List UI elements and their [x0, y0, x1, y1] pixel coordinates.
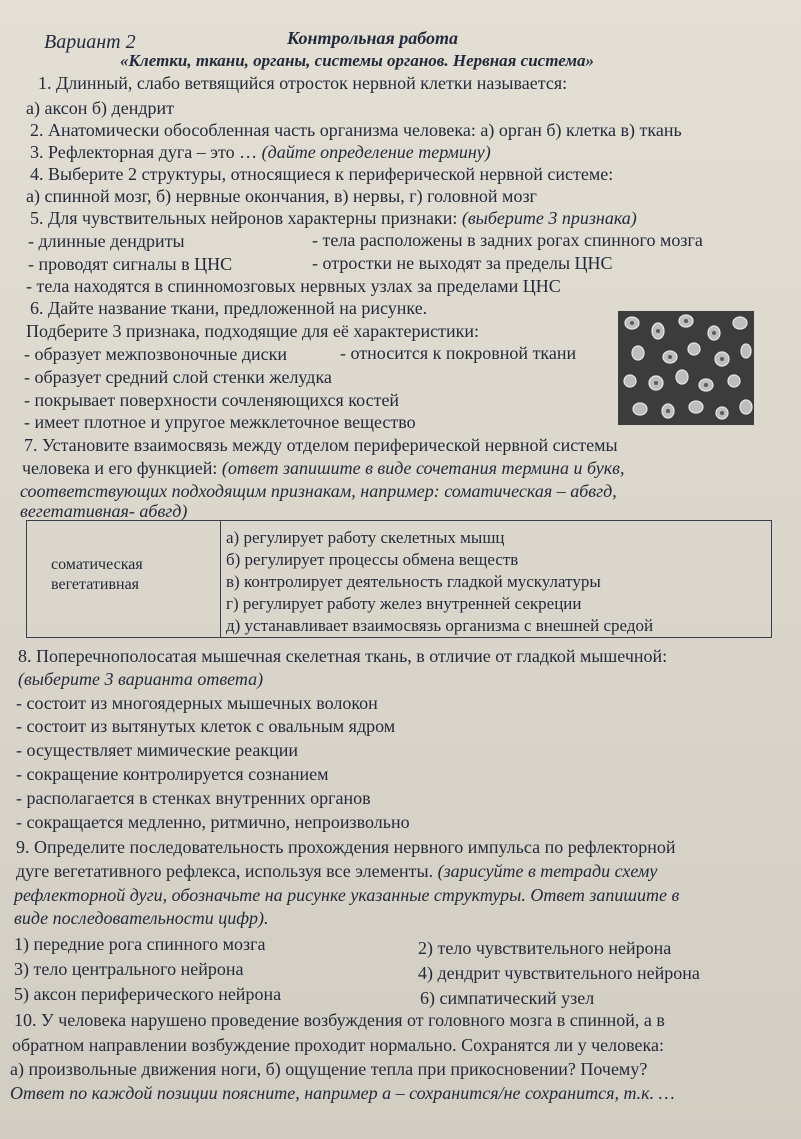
- q10-line-1: 10. У человека нарушено проведение возбуждения от головного мозга в спинной, а в: [14, 1010, 665, 1030]
- q8-option-3: - осуществляет мимические реакции: [16, 740, 298, 760]
- q7-line-4: вегетативная- абвгд): [20, 501, 188, 521]
- q9-line-2b: (зарисуйте в тетради схему: [437, 861, 658, 881]
- q6-option-2: - относится к покровной ткани: [340, 343, 577, 363]
- q9-item-1: 1) передние рога спинного мозга: [14, 934, 266, 954]
- table-divider: [220, 521, 221, 637]
- q3-hint: (дайте определение термину): [261, 142, 491, 162]
- q7-line-3: соответствующих подходящим признакам, например: соматическая – абвгд,: [20, 481, 617, 501]
- q1-text: 1. Длинный, слабо ветвящийся отросток нервной клетки называется:: [38, 73, 568, 93]
- q9-item-4: 4) дендрит чувствительного нейрона: [418, 963, 700, 983]
- q9-item-3: 3) тело центрального нейрона: [14, 959, 244, 979]
- q5-option-left-1: - длинные дендриты: [28, 231, 185, 251]
- q5-option-right-2: - отростки не выходят за пределы ЦНС: [312, 253, 613, 273]
- q5-option-right-1: - тела расположены в задних рогах спинного мозга: [312, 230, 703, 250]
- table-term-somatic: соматическая: [51, 556, 143, 573]
- q10-line-4: Ответ по каждой позиции поясните, например а – сохранится/не сохранится, т.к. …: [10, 1083, 675, 1103]
- q8-option-6: - сокращается медленно, ритмично, непроизвольно: [16, 812, 410, 832]
- q3-line: [30, 141, 491, 163]
- table-function-b: б) регулирует процессы обмена веществ: [226, 550, 519, 569]
- q6-option-5: - имеет плотное и упругое межклеточное вещество: [24, 412, 416, 432]
- q5-hint: (выберите 3 признака): [461, 208, 637, 228]
- q5-line: [30, 207, 637, 229]
- table-function-d: г) регулирует работу желез внутренней секреции: [226, 594, 582, 613]
- q8-hint: (выберите 3 варианта ответа): [18, 669, 264, 689]
- q9-line-3: рефлекторной дуги, обозначьте на рисунке указанные структуры. Ответ запишите в: [14, 885, 680, 905]
- table-function-e: д) устанавливает взаимосвязь организма с внешней средой: [226, 616, 654, 635]
- q9-line-4: виде последовательности цифр).: [14, 908, 269, 928]
- q2-text: 2. Анатомически обособленная часть организма человека: а) орган б) клетка в) ткань: [30, 120, 682, 140]
- q4-text: 4. Выберите 2 структуры, относящиеся к периферической нервной системе:: [30, 164, 614, 184]
- q5-text: 5. Для чувствительных нейронов характерны признаки:: [30, 208, 462, 228]
- q7-matching-table: [26, 520, 772, 638]
- q6-option-4: - покрывает поверхности сочленяющихся костей: [24, 390, 400, 410]
- table-term-vegetative: вегетативная: [51, 576, 140, 593]
- cartilage-cells-illustration: [618, 311, 754, 425]
- q3-text: 3. Рефлекторная дуга – это …: [30, 142, 262, 162]
- q5-option-last: - тела находятся в спинномозговых нервных узлах за пределами ЦНС: [26, 276, 561, 296]
- q9-line-2a: дуге вегетативного рефлекса, используя все элементы.: [16, 861, 438, 881]
- q8-text: 8. Поперечнополосатая мышечная скелетная ткань, в отличие от гладкой мышечной:: [18, 646, 668, 666]
- q5-option-left-2: - проводят сигналы в ЦНС: [28, 254, 233, 274]
- page-subtitle: «Клетки, ткани, органы, системы органов. Нервная система»: [120, 51, 594, 70]
- q7-line-2a: человека и его функцией:: [22, 458, 222, 478]
- q8-option-2: - состоит из вытянутых клеток с овальным ядром: [16, 716, 396, 736]
- q1-options: а) аксон б) дендрит: [26, 98, 174, 118]
- q8-option-5: - располагается в стенках внутренних органов: [16, 788, 371, 808]
- page-title: Контрольная работа: [287, 28, 459, 48]
- q10-line-3: а) произвольные движения ноги, б) ощущение тепла при прикосновении? Почему?: [10, 1059, 648, 1079]
- q6-option-1: - образует межпозвоночные диски: [24, 344, 288, 364]
- q9-item-2: 2) тело чувствительного нейрона: [418, 938, 672, 958]
- q9-line-2: [16, 860, 657, 882]
- table-function-a: а) регулирует работу скелетных мышц: [226, 528, 505, 547]
- table-function-c: в) контролирует деятельность гладкой мускулатуры: [226, 572, 601, 591]
- q10-line-2: обратном направлении возбуждение проходит нормально. Сохранятся ли у человека:: [12, 1035, 664, 1055]
- q7-line-2b: (ответ запишите в виде сочетания термина и букв,: [221, 458, 625, 478]
- q9-item-5: 5) аксон периферического нейрона: [14, 984, 282, 1004]
- q4-options: а) спинной мозг, б) нервные окончания, в) нервы, г) головной мозг: [26, 186, 537, 206]
- q9-line-1: 9. Определите последовательность прохождения нервного импульса по рефлекторной: [16, 837, 676, 857]
- q8-option-4: - сокращение контролируется сознанием: [16, 764, 329, 784]
- tissue-micrograph-image: [618, 311, 754, 425]
- q9-item-6: 6) симпатический узел: [420, 988, 595, 1008]
- q6-text: 6. Дайте название ткани, предложенной на рисунке.: [30, 298, 428, 318]
- q7-line-2: [22, 457, 625, 479]
- variant-label: Вариант 2: [44, 31, 136, 53]
- q7-line-1: 7. Установите взаимосвязь между отделом периферической нервной системы: [24, 435, 618, 455]
- q6-subtext: Подберите 3 признака, подходящие для её характеристики:: [26, 321, 479, 341]
- q8-option-1: - состоит из многоядерных мышечных волокон: [16, 693, 378, 713]
- q6-option-3: - образует средний слой стенки желудка: [24, 367, 332, 387]
